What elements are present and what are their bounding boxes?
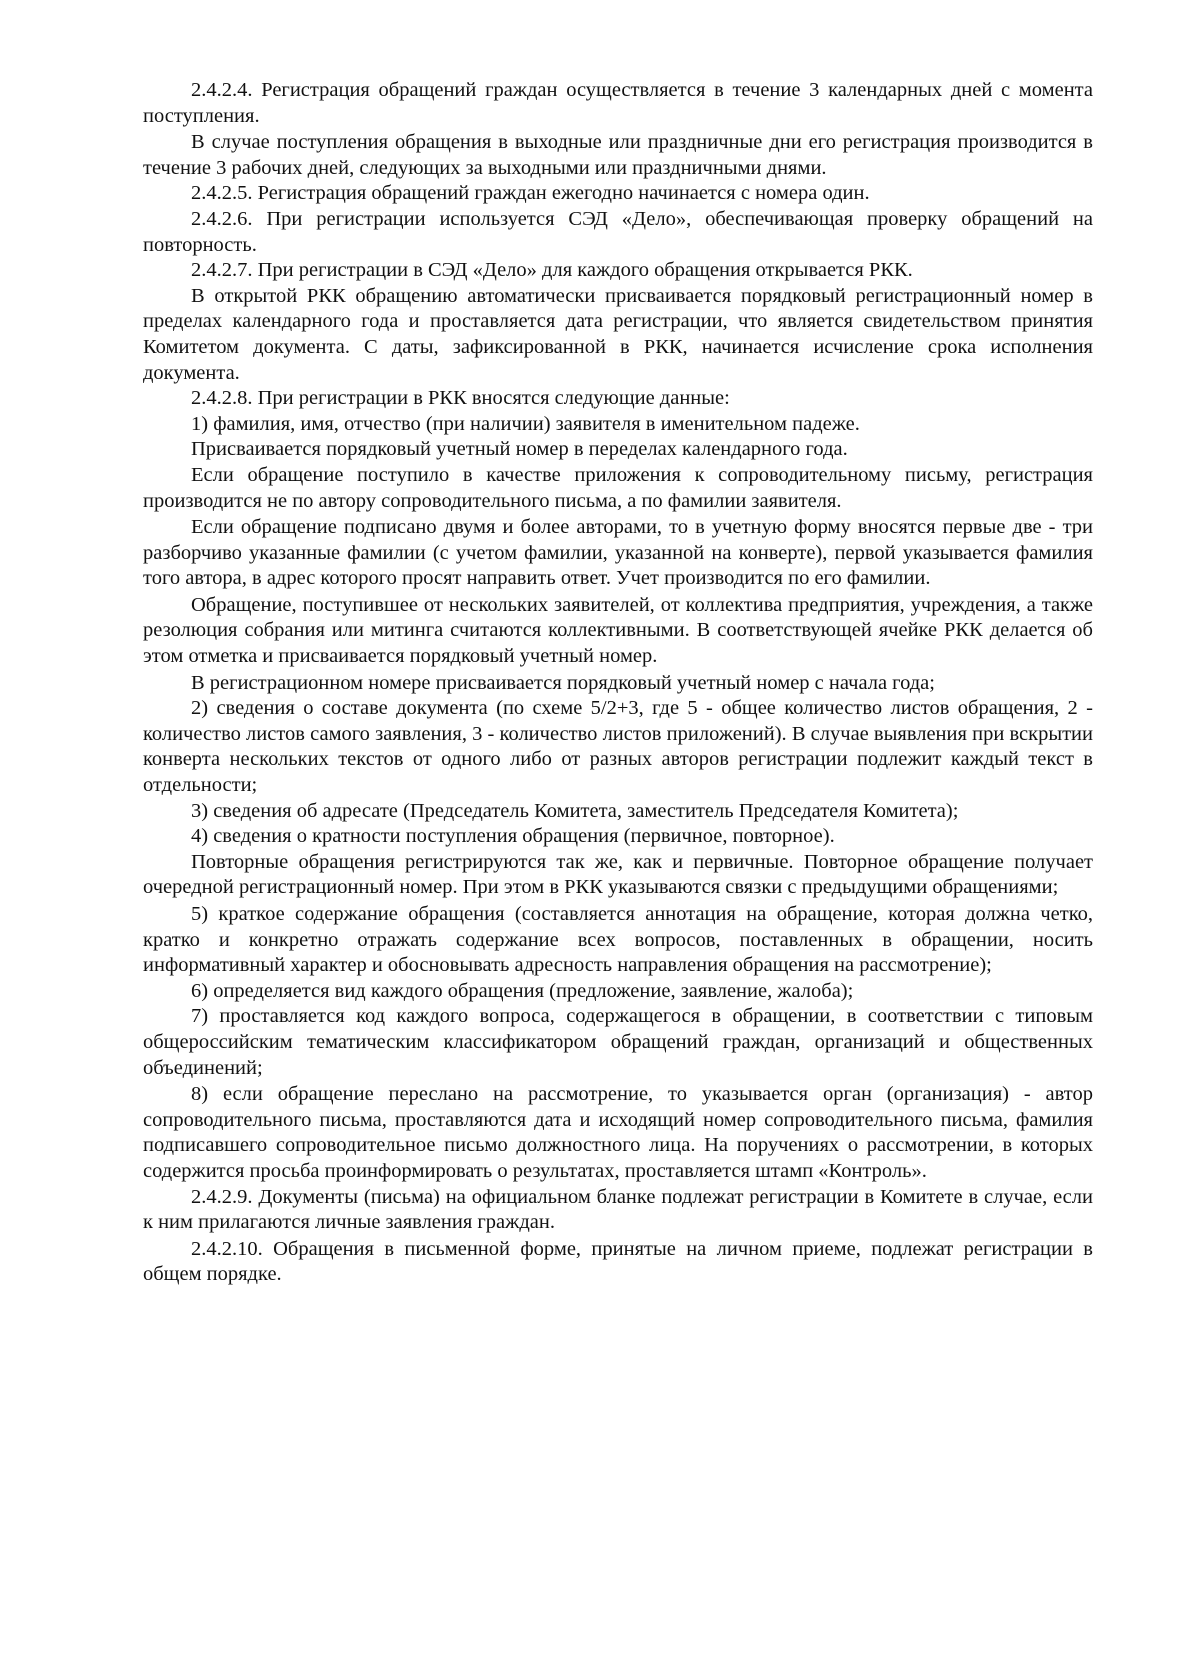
paragraph-repeat-appeals: Повторные обращения регистрируются так же, как и первичные. Повторное обращение получает очередной регистрационный номер. При этом в РКК указываются связки с предыдущими обращениями; xyxy=(143,850,1093,899)
paragraph-item-3: 3) сведения об адресате (Председатель Комитета, заместитель Председателя Комитета); xyxy=(191,799,959,822)
paragraph-2-4-2-9: 2.4.2.9. Документы (письма) на официальном бланке подлежат регистрации в Комитете в случае, если к ним прилагаются личные заявления граждан. xyxy=(143,1185,1093,1234)
paragraph-collective-appeal: Обращение, поступившее от нескольких заявителей, от коллектива предприятия, учреждения, а также резолюция собрания или митинга считаются коллективными. В соответствующей ячейке РКК делается об этом отметка и присваивается порядковый учетный номер. xyxy=(143,593,1093,668)
paragraph-item-1: 1) фамилия, имя, отчество (при наличии) заявителя в именительном падеже. xyxy=(191,412,860,435)
paragraph-item-6: 6) определяется вид каждого обращения (предложение, заявление, жалоба); xyxy=(191,979,854,1002)
paragraph-registration-number: В регистрационном номере присваивается порядковый учетный номер с начала года; xyxy=(191,671,935,694)
paragraph-2-4-2-7: 2.4.2.7. При регистрации в СЭД «Дело» для каждого обращения открывается РКК. xyxy=(191,259,913,282)
paragraph-2-4-2-4: 2.4.2.4. Регистрация обращений граждан осуществляется в течение 3 календарных дней с момента поступления. xyxy=(143,79,1093,127)
paragraph-item-4: 4) сведения о кратности поступления обращения (первичное, повторное). xyxy=(191,825,835,848)
paragraph-attachment-registration: Если обращение поступило в качестве приложения к сопроводительному письму, регистрация производится не по автору сопроводительного письма, а по фамилии заявителя. xyxy=(143,463,1093,512)
paragraph-accounting-number: Присваивается порядковый учетный номер в переделах календарного года. xyxy=(191,438,848,461)
paragraph-item-8: 8) если обращение переслано на рассмотрение, то указывается орган (организация) - автор сопроводительного письма, проставляются дата и исходящий номер сопроводительного письма, фамилия подписавшего сопроводительное письмо должностного лица. На поручениях о рассмотрении, в которых содержится просьба проинформировать о результатах, проставляется штамп «Контроль». xyxy=(143,1083,1093,1182)
paragraph-2-4-2-10: 2.4.2.10. Обращения в письменной форме, принятые на личном приеме, подлежат регистрации в общем порядке. xyxy=(143,1237,1093,1286)
paragraph-2-4-2-8: 2.4.2.8. При регистрации в РКК вносятся следующие данные: xyxy=(191,387,730,410)
paragraph-2-4-2-6: 2.4.2.6. При регистрации используется СЭД «Дело», обеспечивающая проверку обращений на повторность. xyxy=(143,207,1093,256)
paragraph-2-4-2-5: 2.4.2.5. Регистрация обращений граждан ежегодно начинается с номера один. xyxy=(191,182,870,205)
paragraph-item-5: 5) краткое содержание обращения (составляется аннотация на обращение, которая должна четко, кратко и конкретно отражать содержание всех вопросов, поставленных в обращении, носить информативный характер и обосновывать адресность направления обращения на рассмотрение); xyxy=(143,903,1093,977)
paragraph-item-7: 7) проставляется код каждого вопроса, содержащегося в обращении, в соответствии с типовым общероссийским тематическим классификатором обращений граждан, организаций и общественных объединений; xyxy=(143,1005,1093,1079)
paragraph-multiple-authors: Если обращение подписано двумя и более авторами, то в учетную форму вносятся первые две - три разборчиво указанные фамилии (с учетом фамилии, указанной на конверте), первой указывается фамилия того автора, в адрес которого просят направить ответ. Учет производится по его фамилии. xyxy=(143,516,1093,590)
document-page xyxy=(143,78,1093,1288)
paragraph-item-2: 2) сведения о составе документа (по схеме 5/2+3, где 5 - общее количество листов обращения, 2 - количество листов самого заявления, 3 - количество листов приложений). В случае выявления при вскрытии конверта нескольких текстов от одного либо от разных авторов регистрации подлежит каждый текст в отдельности; xyxy=(143,697,1093,797)
paragraph-rkk-number: В открытой РКК обращению автоматически присваивается порядковый регистрационный номер в пределах календарного года и проставляется дата регистрации, что является свидетельством принятия Комитетом документа. С даты, зафиксированной в РКК, начинается исчисление срока исполнения документа. xyxy=(143,284,1093,384)
paragraph-holiday-registration: В случае поступления обращения в выходные или праздничные дни его регистрация производится в течение 3 рабочих дней, следующих за выходными или праздничными днями. xyxy=(143,131,1093,179)
